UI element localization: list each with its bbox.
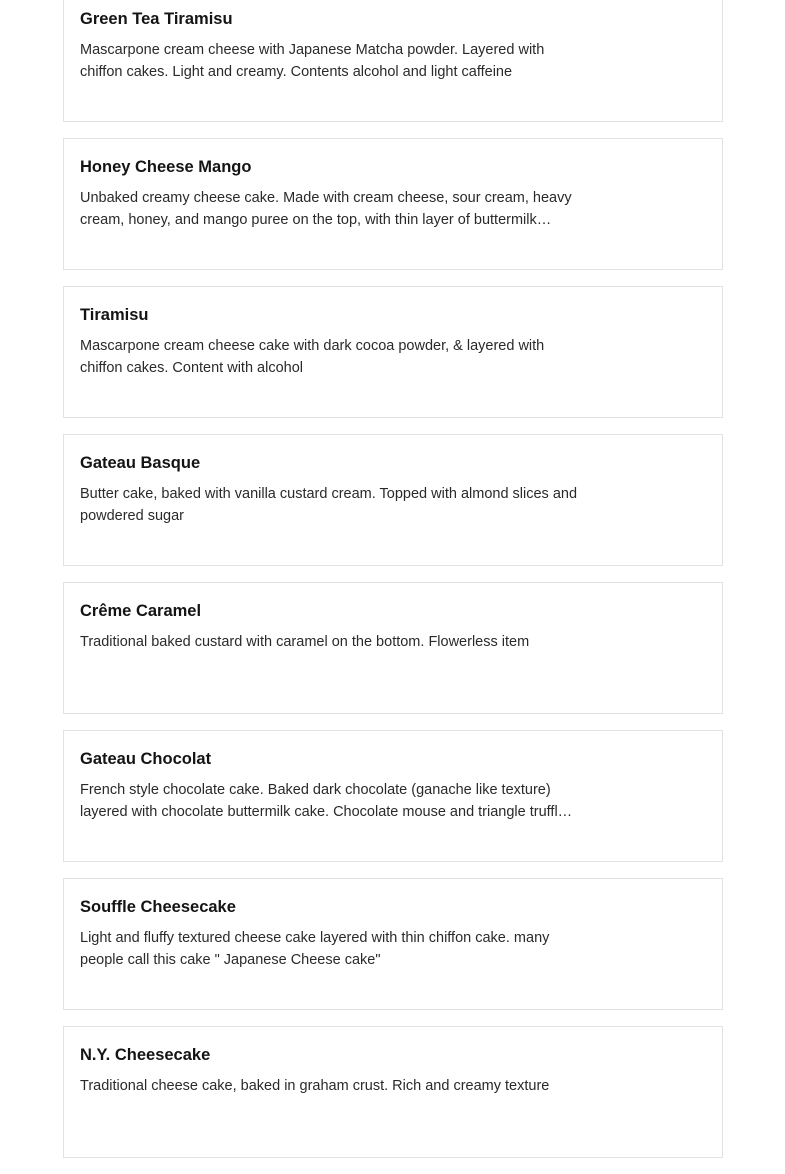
menu-item-card[interactable] (63, 434, 723, 566)
menu-item-name: N.Y. Cheesecake (80, 1046, 211, 1064)
menu-item-description: Traditional baked custard with caramel on the bottom. Flowerless item (80, 634, 530, 650)
menu-item-list (63, 0, 723, 1174)
menu-item-description: Mascarpone cream cheese with Japanese Matcha powder. Layered with chiffon cakes. Light and creamy. Contents alcohol and light caffeine (80, 42, 545, 80)
menu-item-card[interactable] (63, 582, 723, 714)
menu-item-name: Green Tea Tiramisu (80, 10, 233, 28)
menu-item-name: Gateau Basque (80, 454, 201, 472)
menu-item-card[interactable] (63, 1026, 723, 1158)
menu-item-description: Unbaked creamy cheese cake. Made with cream cheese, sour cream, heavy cream, honey, and mango puree on the top, with thin layer of buttermilk… (80, 190, 572, 228)
menu-item-name: Gateau Chocolat (80, 750, 212, 768)
menu-item-card[interactable] (63, 286, 723, 418)
menu-item-card[interactable] (63, 878, 723, 1010)
menu-item-name: Tiramisu (80, 306, 149, 324)
menu-item-name: Honey Cheese Mango (80, 158, 252, 176)
menu-item-description: Butter cake, baked with vanilla custard cream. Topped with almond slices and powdered sugar (80, 486, 578, 524)
menu-item-description: Mascarpone cream cheese cake with dark cocoa powder, & layered with chiffon cakes. Content with alcohol (80, 338, 545, 376)
menu-item-card[interactable] (63, 138, 723, 270)
menu-item-card[interactable] (63, 0, 723, 122)
menu-item-card[interactable] (63, 730, 723, 862)
menu-item-description: Light and fluffy textured cheese cake layered with thin chiffon cake. many people call this cake " Japanese Cheese cake" (80, 930, 550, 968)
menu-item-description: French style chocolate cake. Baked dark chocolate (ganache like texture) layered with chocolate buttermilk cake. Chocolate mouse and triangle truffl… (80, 782, 573, 820)
menu-item-name: Crême Caramel (80, 602, 202, 620)
menu-item-name: Souffle Cheesecake (80, 898, 236, 916)
menu-item-description: Traditional cheese cake, baked in graham crust. Rich and creamy texture (80, 1078, 550, 1094)
